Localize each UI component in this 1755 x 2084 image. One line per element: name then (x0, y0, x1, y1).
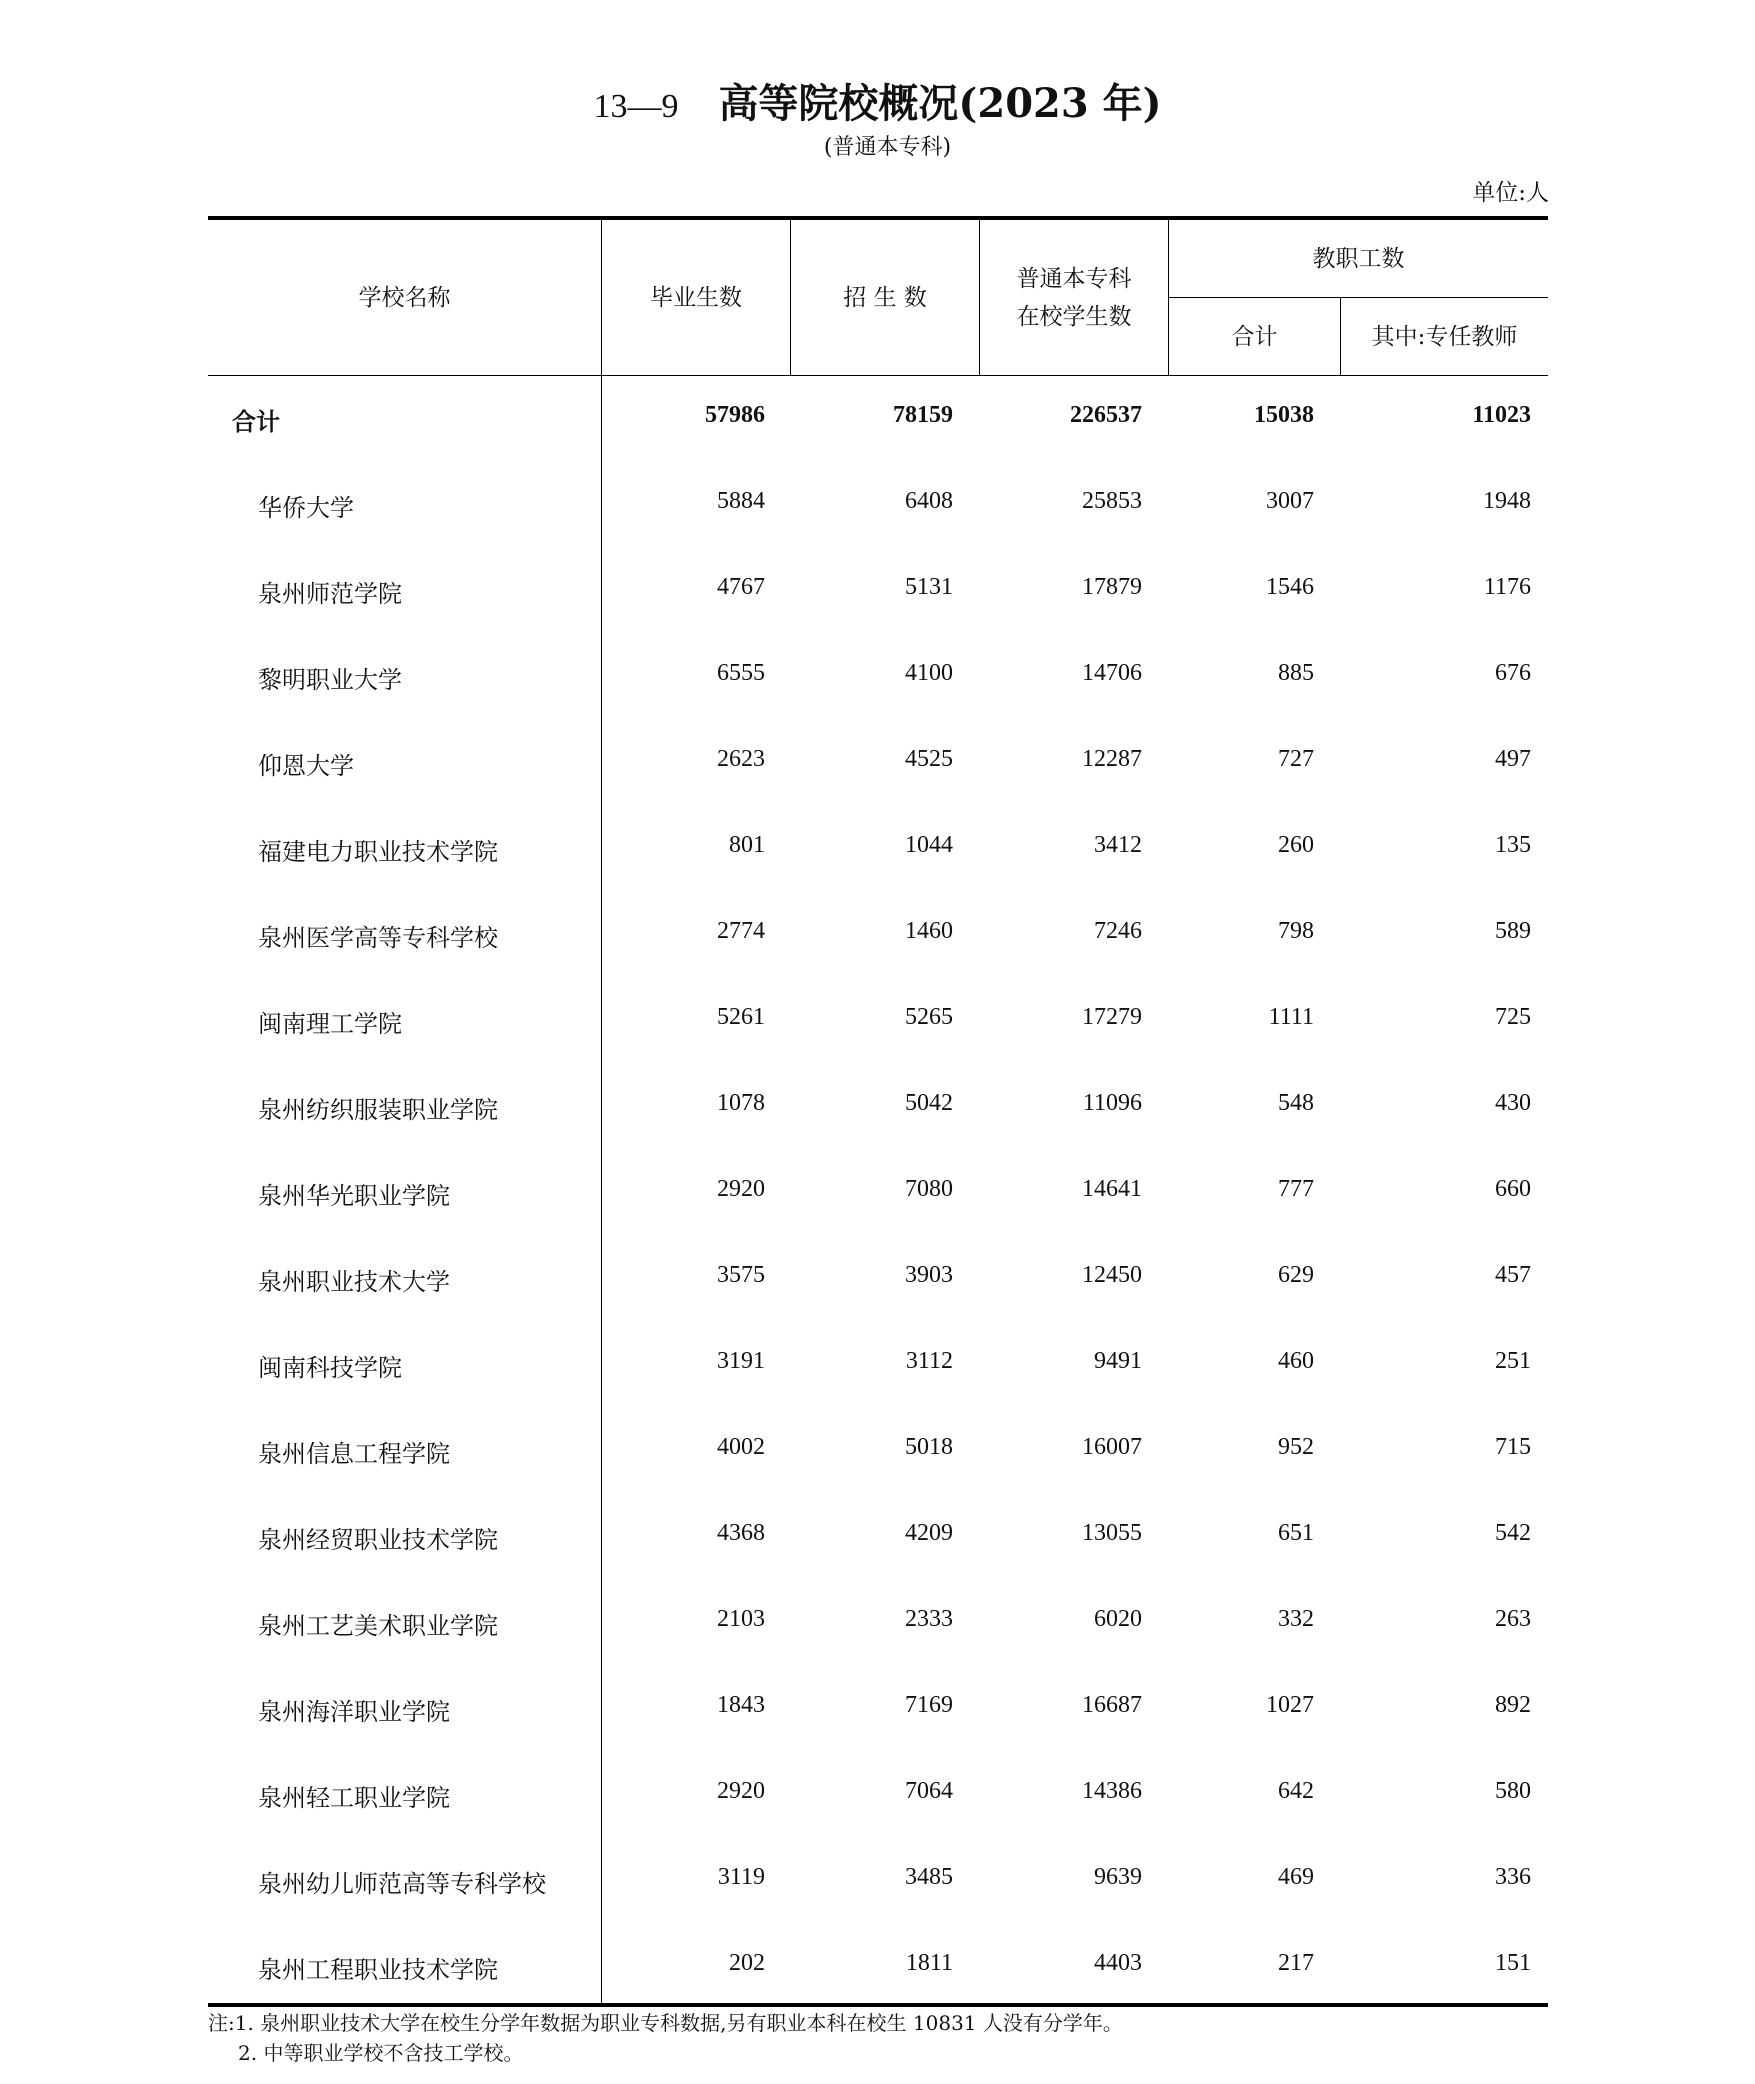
cell-enrollment: 6408 (905, 488, 953, 514)
cell-staff-fulltime: 589 (1495, 918, 1531, 944)
table-row (208, 806, 1548, 892)
cell-graduates: 57986 (705, 402, 765, 428)
cell-staff-fulltime: 660 (1495, 1176, 1531, 1202)
cell-enrollment: 5265 (905, 1004, 953, 1030)
cell-students: 17879 (1082, 574, 1142, 600)
cell-students: 16007 (1082, 1434, 1142, 1460)
cell-staff-fulltime: 251 (1495, 1348, 1531, 1374)
cell-staff-total: 885 (1278, 660, 1314, 686)
cell-enrollment: 5131 (905, 574, 953, 600)
header-students-line2: 在校学生数 (1016, 303, 1132, 330)
row-name: 泉州幼儿师范高等专科学校 (258, 1870, 546, 1898)
cell-enrollment: 1044 (905, 832, 953, 858)
cell-staff-fulltime: 151 (1495, 1950, 1531, 1976)
subtitle: (普通本专科) (823, 135, 952, 160)
cell-graduates: 2920 (717, 1778, 765, 1804)
header-school-name: 学校名称 (358, 284, 451, 311)
row-name: 泉州海洋职业学院 (258, 1698, 450, 1726)
table-row (208, 1064, 1548, 1150)
cell-graduates: 2920 (717, 1176, 765, 1202)
row-name: 华侨大学 (258, 494, 354, 522)
cell-graduates: 4368 (717, 1520, 765, 1546)
row-name: 泉州经贸职业技术学院 (258, 1526, 498, 1554)
cell-staff-fulltime: 715 (1495, 1434, 1531, 1460)
table-row (208, 1752, 1548, 1838)
cell-students: 14706 (1082, 660, 1142, 686)
cell-students: 9491 (1094, 1348, 1142, 1374)
row-name: 泉州医学高等专科学校 (258, 924, 498, 952)
cell-staff-fulltime: 725 (1495, 1004, 1531, 1030)
row-name: 泉州师范学院 (258, 580, 402, 608)
cell-staff-total: 1027 (1266, 1692, 1314, 1718)
cell-staff-total: 727 (1278, 746, 1314, 772)
title-text: 高等院校概况(2023 年) (718, 80, 1162, 127)
cell-staff-fulltime: 542 (1495, 1520, 1531, 1546)
table-row (208, 1580, 1548, 1666)
row-name: 福建电力职业技术学院 (258, 838, 498, 866)
cell-enrollment: 4525 (905, 746, 953, 772)
table-row (208, 634, 1548, 720)
cell-staff-fulltime: 336 (1495, 1864, 1531, 1890)
cell-enrollment: 3903 (905, 1262, 953, 1288)
cell-staff-fulltime: 676 (1495, 660, 1531, 686)
header-graduates: 毕业生数 (650, 284, 742, 311)
row-name: 黎明职业大学 (258, 666, 402, 694)
cell-students: 12450 (1082, 1262, 1142, 1288)
cell-staff-total: 460 (1278, 1348, 1314, 1374)
table-number: 13—9 (593, 88, 679, 125)
cell-graduates: 3119 (717, 1864, 765, 1890)
header-staff-group: 教职工数 (1312, 245, 1405, 272)
table-row-total (208, 376, 1548, 462)
cell-enrollment: 7080 (905, 1176, 953, 1202)
header-staff-fulltime: 其中:专任教师 (1371, 323, 1518, 350)
table-row (208, 1666, 1548, 1752)
row-name: 泉州轻工职业学院 (258, 1784, 450, 1812)
cell-students: 14641 (1082, 1176, 1142, 1202)
cell-staff-fulltime: 11023 (1472, 402, 1531, 428)
header-subgroup-line (1168, 297, 1548, 298)
cell-enrollment: 4100 (905, 660, 953, 686)
cell-enrollment: 2333 (905, 1606, 953, 1632)
row-name: 泉州工艺美术职业学院 (258, 1612, 498, 1640)
cell-enrollment: 5018 (905, 1434, 953, 1460)
row-name: 合计 (232, 407, 280, 436)
row-name: 泉州信息工程学院 (258, 1440, 450, 1468)
cell-graduates: 2103 (717, 1606, 765, 1632)
cell-students: 3412 (1094, 832, 1142, 858)
cell-staff-fulltime: 430 (1495, 1090, 1531, 1116)
cell-staff-fulltime: 892 (1495, 1692, 1531, 1718)
cell-staff-fulltime: 1948 (1483, 488, 1531, 514)
cell-graduates: 6555 (717, 660, 765, 686)
cell-students: 9639 (1094, 1864, 1142, 1890)
cell-staff-total: 260 (1278, 832, 1314, 858)
footnotes (208, 2008, 1123, 2068)
cell-students: 12287 (1082, 746, 1142, 772)
page-title (0, 72, 1755, 129)
cell-students: 17279 (1082, 1004, 1142, 1030)
cell-students: 4403 (1094, 1950, 1142, 1976)
cell-graduates: 202 (729, 1950, 765, 1976)
cell-staff-total: 1111 (1268, 1004, 1314, 1030)
cell-graduates: 3191 (717, 1348, 765, 1374)
cell-students: 25853 (1082, 488, 1142, 514)
row-name: 闽南理工学院 (258, 1010, 402, 1038)
unit-label: 单位:人 (1472, 180, 1549, 206)
table-row (208, 1150, 1548, 1236)
cell-students: 226537 (1070, 402, 1142, 428)
cell-staff-total: 3007 (1266, 488, 1314, 514)
cell-enrollment: 1460 (905, 918, 953, 944)
cell-staff-fulltime: 580 (1495, 1778, 1531, 1804)
footnote-2: 2. 中等职业学校不含技工学校。 (238, 2041, 524, 2065)
cell-staff-fulltime: 263 (1495, 1606, 1531, 1632)
cell-enrollment: 5042 (905, 1090, 953, 1116)
cell-students: 13055 (1082, 1520, 1142, 1546)
cell-staff-total: 651 (1278, 1520, 1314, 1546)
cell-staff-total: 548 (1278, 1090, 1314, 1116)
cell-graduates: 5884 (717, 488, 765, 514)
cell-students: 14386 (1082, 1778, 1142, 1804)
cell-graduates: 1078 (717, 1090, 765, 1116)
row-name: 仰恩大学 (258, 752, 354, 780)
cell-graduates: 3575 (717, 1262, 765, 1288)
table-row (208, 1838, 1548, 1924)
cell-graduates: 2774 (717, 918, 765, 944)
table-row (208, 1236, 1548, 1322)
table-row (208, 462, 1548, 548)
cell-enrollment: 3485 (905, 1864, 953, 1890)
row-name: 泉州职业技术大学 (258, 1268, 450, 1296)
cell-enrollment: 3112 (905, 1348, 953, 1374)
cell-graduates: 2623 (717, 746, 765, 772)
cell-graduates: 4002 (717, 1434, 765, 1460)
cell-enrollment: 4209 (905, 1520, 953, 1546)
table-bottom-border (208, 2003, 1548, 2007)
header-staff-total: 合计 (1231, 323, 1278, 350)
header-enrollment: 招 生 数 (843, 284, 927, 311)
cell-students: 6020 (1094, 1606, 1142, 1632)
cell-staff-fulltime: 457 (1495, 1262, 1531, 1288)
cell-students: 7246 (1094, 918, 1142, 944)
cell-graduates: 801 (729, 832, 765, 858)
header-divider (979, 220, 980, 375)
cell-staff-total: 642 (1278, 1778, 1314, 1804)
footnote-1: 注:1. 泉州职业技术大学在校生分学年数据为职业专科数据,另有职业本科在校生 10831 人没有分学年。 (208, 2011, 1123, 2035)
table-row (208, 548, 1548, 634)
row-name: 泉州华光职业学院 (258, 1182, 450, 1210)
table-row (208, 978, 1548, 1064)
header-divider (790, 220, 791, 375)
cell-staff-total: 332 (1278, 1606, 1314, 1632)
table-row (208, 892, 1548, 978)
header-students-line1: 普通本专科 (1016, 265, 1132, 292)
cell-staff-total: 952 (1278, 1434, 1314, 1460)
header-students (980, 220, 1168, 375)
cell-enrollment: 1811 (905, 1950, 953, 1976)
row-name: 泉州纺织服装职业学院 (258, 1096, 498, 1124)
cell-staff-total: 629 (1278, 1262, 1314, 1288)
cell-enrollment: 7064 (905, 1778, 953, 1804)
cell-enrollment: 7169 (905, 1692, 953, 1718)
cell-staff-fulltime: 497 (1495, 746, 1531, 772)
table-row (208, 1408, 1548, 1494)
table-header (208, 220, 1548, 375)
cell-staff-total: 217 (1278, 1950, 1314, 1976)
table-row (208, 720, 1548, 806)
cell-graduates: 5261 (717, 1004, 765, 1030)
cell-staff-total: 469 (1278, 1864, 1314, 1890)
cell-staff-total: 798 (1278, 918, 1314, 944)
cell-staff-fulltime: 135 (1495, 832, 1531, 858)
table-row (208, 1924, 1548, 2010)
row-name: 闽南科技学院 (258, 1354, 402, 1382)
table-row (208, 1322, 1548, 1408)
cell-staff-total: 15038 (1254, 402, 1314, 428)
cell-students: 16687 (1082, 1692, 1142, 1718)
cell-students: 11096 (1082, 1090, 1142, 1116)
header-divider (1340, 297, 1341, 375)
cell-graduates: 4767 (717, 574, 765, 600)
cell-staff-total: 1546 (1266, 574, 1314, 600)
cell-graduates: 1843 (717, 1692, 765, 1718)
cell-enrollment: 78159 (893, 402, 953, 428)
cell-staff-fulltime: 1176 (1483, 574, 1531, 600)
cell-staff-total: 777 (1278, 1176, 1314, 1202)
row-name: 泉州工程职业技术学院 (258, 1956, 498, 1984)
table-row (208, 1494, 1548, 1580)
